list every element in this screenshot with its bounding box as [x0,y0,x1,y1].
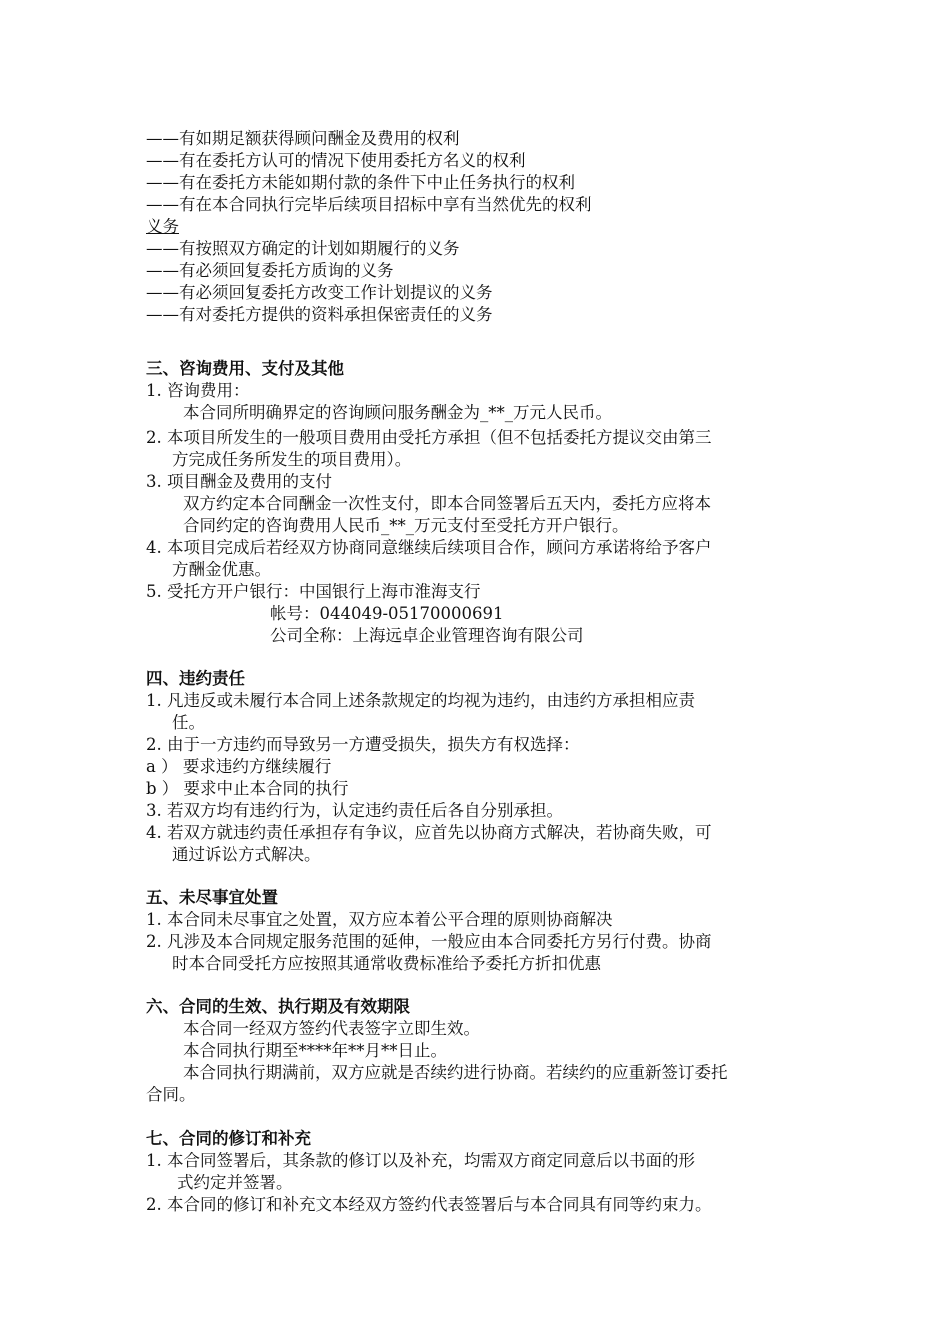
section-3-line: 方酬金优惠。 [172,560,271,579]
section-6-line: 本合同执行期至****年**月**日止。 [183,1041,447,1060]
section-7-line: 2. 本合同的修订和补充文本经双方签约代表签署后与本合同具有同等约束力。 [146,1195,712,1214]
section-6-line: 合同。 [146,1085,196,1104]
section-3-line: 4. 本项目完成后若经双方协商同意继续后续项目合作，顾问方承诺将给予客户 [146,538,712,557]
section-4-line: a ） 要求违约方继续履行 [146,757,332,776]
section-5-line: 2. 凡涉及本合同规定服务范围的延伸，一般应由本合同委托方另行付费。协商 [146,932,712,951]
obligation-item: ——有必须回复委托方改变工作计划提议的义务 [146,283,493,302]
section-3-heading: 三、咨询费用、支付及其他 [146,359,344,378]
section-7-line: 1. 本合同签署后，其条款的修订以及补充，均需双方商定同意后以书面的形 [146,1151,695,1170]
section-4-line: 任。 [172,713,205,732]
section-7-line: 式约定并签署。 [177,1173,293,1192]
section-3-line: 5. 受托方开户银行：中国银行上海市淮海支行 [146,582,481,601]
section-3-line: 合同约定的咨询费用人民币_**_万元支付至受托方开户银行。 [183,516,629,535]
obligation-item: ——有必须回复委托方质询的义务 [146,261,394,280]
right-item: ——有在本合同执行完毕后续项目招标中享有当然优先的权利 [146,195,592,214]
obligation-item: ——有对委托方提供的资料承担保密责任的义务 [146,305,493,324]
section-6-line: 本合同一经双方签约代表签字立即生效。 [183,1019,480,1038]
bank-account-number: 帐号：044049-05170000691 [270,604,504,623]
section-4-line: 3. 若双方均有违约行为，认定违约责任后各自分别承担。 [146,801,563,820]
right-item: ——有如期足额获得顾问酬金及费用的权利 [146,129,460,148]
section-6-line: 本合同执行期满前，双方应就是否续约进行协商。若续约的应重新签订委托 [183,1063,728,1082]
section-5-line: 时本合同受托方应按照其通常收费标准给予委托方折扣优惠 [172,954,601,973]
section-6-heading: 六、合同的生效、执行期及有效期限 [146,997,410,1016]
section-4-heading: 四、违约责任 [146,669,245,688]
section-4-line: 2. 由于一方违约而导致另一方遭受损失，损失方有权选择： [146,735,580,754]
section-3-line: 本合同所明确界定的咨询顾问服务酬金为_**_万元人民币。 [183,403,612,422]
section-3-line: 方完成任务所发生的项目费用）。 [172,450,412,469]
section-4-line: 通过诉讼方式解决。 [172,845,321,864]
section-7-heading: 七、合同的修订和补充 [146,1129,311,1148]
obligation-item: ——有按照双方确定的计划如期履行的义务 [146,239,460,258]
right-item: ——有在委托方认可的情况下使用委托方名义的权利 [146,151,526,170]
obligations-title: 义务 [146,217,179,236]
section-3-line: 双方约定本合同酬金一次性支付，即本合同签署后五天内，委托方应将本 [183,494,711,513]
section-5-line: 1. 本合同未尽事宜之处置，双方应本着公平合理的原则协商解决 [146,910,613,929]
section-4-line: b ） 要求中止本合同的执行 [146,779,349,798]
section-3-line: 3. 项目酬金及费用的支付 [146,472,332,491]
section-4-line: 4. 若双方就违约责任承担存有争议，应首先以协商方式解决，若协商失败，可 [146,823,712,842]
section-3-line: 2. 本项目所发生的一般项目费用由受托方承担（但不包括委托方提议交由第三 [146,428,712,447]
section-3-line: 1. 咨询费用： [146,381,250,400]
right-item: ——有在委托方未能如期付款的条件下中止任务执行的权利 [146,173,575,192]
section-5-heading: 五、未尽事宜处置 [146,888,278,907]
company-full-name: 公司全称：上海远卓企业管理咨询有限公司 [270,626,584,645]
section-4-line: 1. 凡违反或未履行本合同上述条款规定的均视为违约，由违约方承担相应责 [146,691,695,710]
